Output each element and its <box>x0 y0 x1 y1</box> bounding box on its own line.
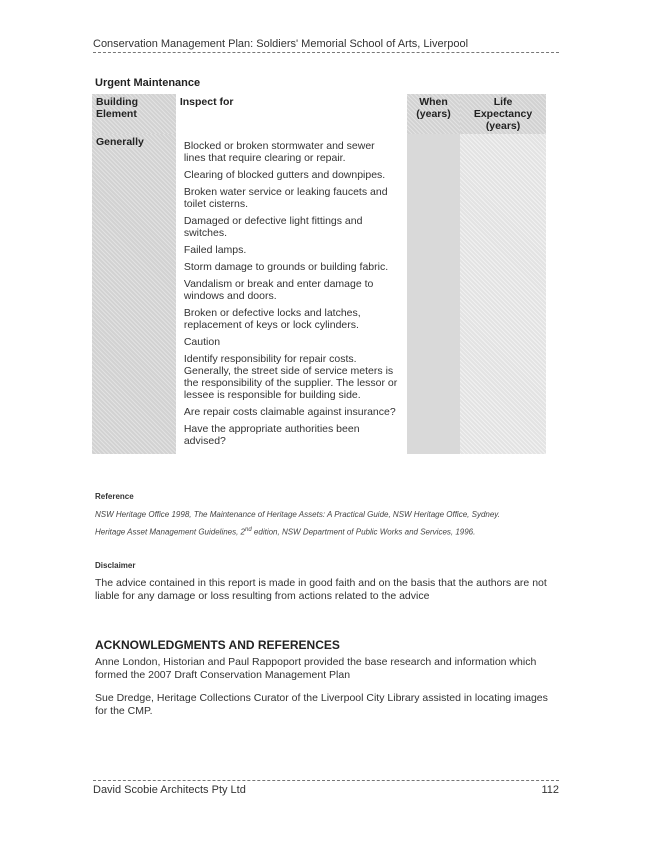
header-life-expectancy: Life Expectancy (years) <box>460 94 546 134</box>
footer-company: David Scobie Architects Pty Ltd <box>93 784 246 796</box>
table-header-row <box>92 94 546 134</box>
running-title: Conservation Management Plan: Soldiers' Memorial School of Arts, Liverpool <box>93 38 469 50</box>
header-building-element: Building Element <box>92 94 176 134</box>
life-expectancy-cell <box>460 134 546 454</box>
section-title: Urgent Maintenance <box>95 77 201 89</box>
reference-line-2-pre: Heritage Asset Management Guidelines, 2 <box>95 527 246 537</box>
disclaimer-heading: Disclaimer <box>95 561 136 570</box>
page-number: 112 <box>541 784 559 796</box>
acknowledgments-paragraph-2: Sue Dredge, Heritage Collections Curator of the Liverpool City Library assisted in locating images for the CMP. <box>95 692 548 717</box>
list-item: Identify responsibility for repair costs. Generally, the street side of service meters is the responsibility of the supplier. The lessor or lessee is responsible for building side. <box>183 353 398 401</box>
when-cell <box>407 134 460 454</box>
header-inspect-for: Inspect for <box>176 94 407 134</box>
list-item: Vandalism or break and enter damage to windows and doors. <box>183 278 374 302</box>
maintenance-table <box>92 94 546 454</box>
reference-line-1: NSW Heritage Office 1998, The Maintenance of Heritage Assets: A Practical Guide, NSW Heritage Office, Sydney. <box>95 510 500 519</box>
reference-superscript: nd <box>245 527 252 533</box>
list-item: Blocked or broken stormwater and sewer lines that require clearing or repair. <box>183 140 375 164</box>
list-item: Broken or defective locks and latches, replacement of keys or lock cylinders. <box>183 307 361 331</box>
page-footer <box>93 780 559 796</box>
list-item: Have the appropriate authorities been advised? <box>183 423 360 447</box>
acknowledgments-paragraph-1: Anne London, Historian and Paul Rappoport provided the base research and information which formed the 2007 Draft Conservation Management Plan <box>95 656 537 681</box>
list-item: Failed lamps. <box>183 244 247 256</box>
list-item: Broken water service or leaking faucets and toilet cisterns. <box>183 186 388 210</box>
running-header <box>93 38 559 53</box>
list-item: Caution <box>183 336 221 348</box>
list-item: Storm damage to grounds or building fabric. <box>183 261 389 273</box>
header-when: When (years) <box>407 94 460 134</box>
acknowledgments-heading: ACKNOWLEDGMENTS AND REFERENCES <box>95 638 340 652</box>
table-row <box>92 134 546 454</box>
reference-line-2-post: edition, NSW Department of Public Works and Services, 1996. <box>251 527 476 537</box>
list-item: Clearing of blocked gutters and downpipes. <box>183 169 386 181</box>
reference-line-2 <box>95 527 565 537</box>
building-element-cell: Generally <box>92 134 176 454</box>
disclaimer-text: The advice contained in this report is made in good faith and on the basis that the authors are not liable for any damage or loss resulting from actions related to the advice <box>95 577 547 602</box>
inspect-list-cell <box>176 134 407 454</box>
reference-heading: Reference <box>95 492 134 501</box>
list-item: Damaged or defective light fittings and switches. <box>183 215 363 239</box>
list-item: Are repair costs claimable against insurance? <box>183 406 396 418</box>
